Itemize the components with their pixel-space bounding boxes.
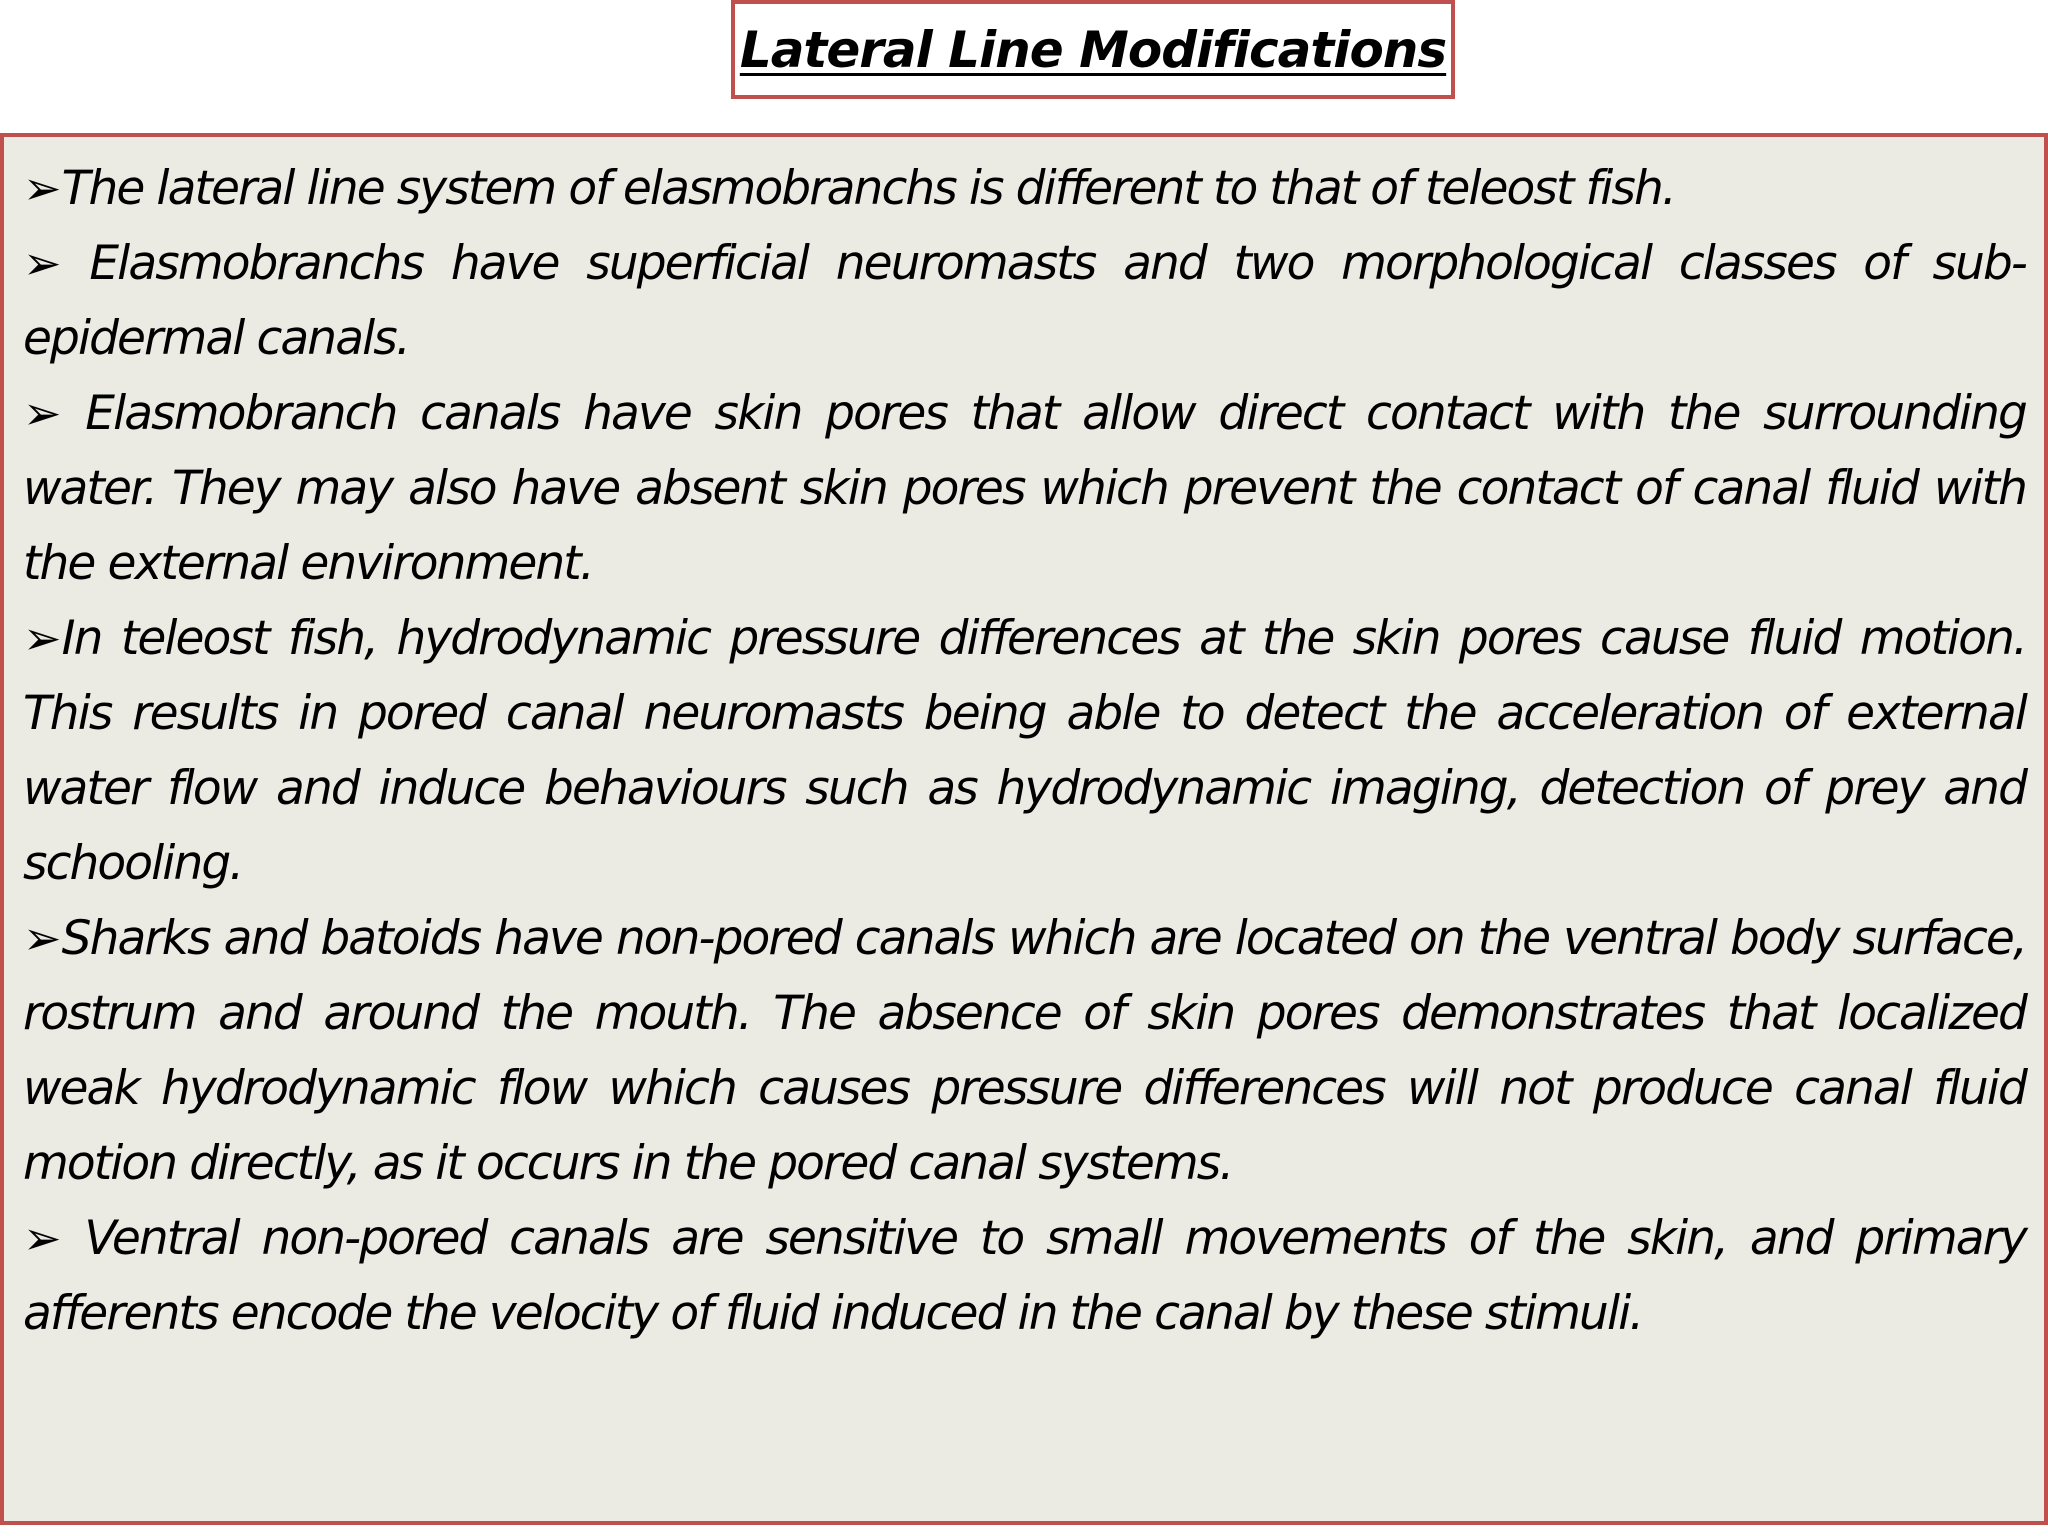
arrow-bullet-icon: ➢ — [23, 236, 60, 290]
bullet-text: Sharks and batoids have non-pored canals which are located on the ventral body surface, rostrum and around the mouth. The absence of skin pores demonstrates that localized weak hydrodynamic flow which causes pressure differences will not produce canal fluid motion directly, as it occurs in the pored canal systems. — [23, 911, 2026, 1191]
bullet-item — [23, 376, 2026, 601]
bullet-text: Elasmobranchs have superficial neuromasts and two morphological classes of sub-epidermal canals. — [23, 236, 2026, 366]
bullet-text: Elasmobranch canals have skin pores that allow direct contact with the surrounding water. They may also have absent skin pores which prevent the contact of canal fluid with the external environment. — [23, 386, 2026, 591]
arrow-bullet-icon: ➢ — [23, 1211, 60, 1265]
bullet-item — [23, 901, 2026, 1201]
arrow-bullet-icon: ➢ — [23, 611, 60, 665]
title-box — [731, 0, 1455, 99]
bullet-text: Ventral non-pored canals are sensitive to small movements of the skin, and primary afferents encode the velocity of fluid induced in the canal by these stimuli. — [23, 1211, 2026, 1341]
arrow-bullet-icon: ➢ — [23, 911, 60, 965]
bullet-text: In teleost fish, hydrodynamic pressure differences at the skin pores cause fluid motion. This results in pored canal neuromasts being able to detect the acceleration of external water flow and induce behaviours such as hydrodynamic imaging, detection of prey and schooling. — [23, 611, 2026, 891]
slide-title: Lateral Line Modifications — [739, 20, 1447, 79]
bullet-item — [23, 226, 2026, 376]
bullet-text: The lateral line system of elasmobranchs is different to that of teleost fish. — [61, 161, 1675, 216]
arrow-bullet-icon: ➢ — [23, 161, 60, 215]
bullet-item — [23, 1201, 2026, 1351]
bullet-item — [23, 601, 2026, 901]
bullet-item — [23, 151, 2026, 226]
arrow-bullet-icon: ➢ — [23, 386, 60, 440]
content-box — [0, 133, 2048, 1525]
